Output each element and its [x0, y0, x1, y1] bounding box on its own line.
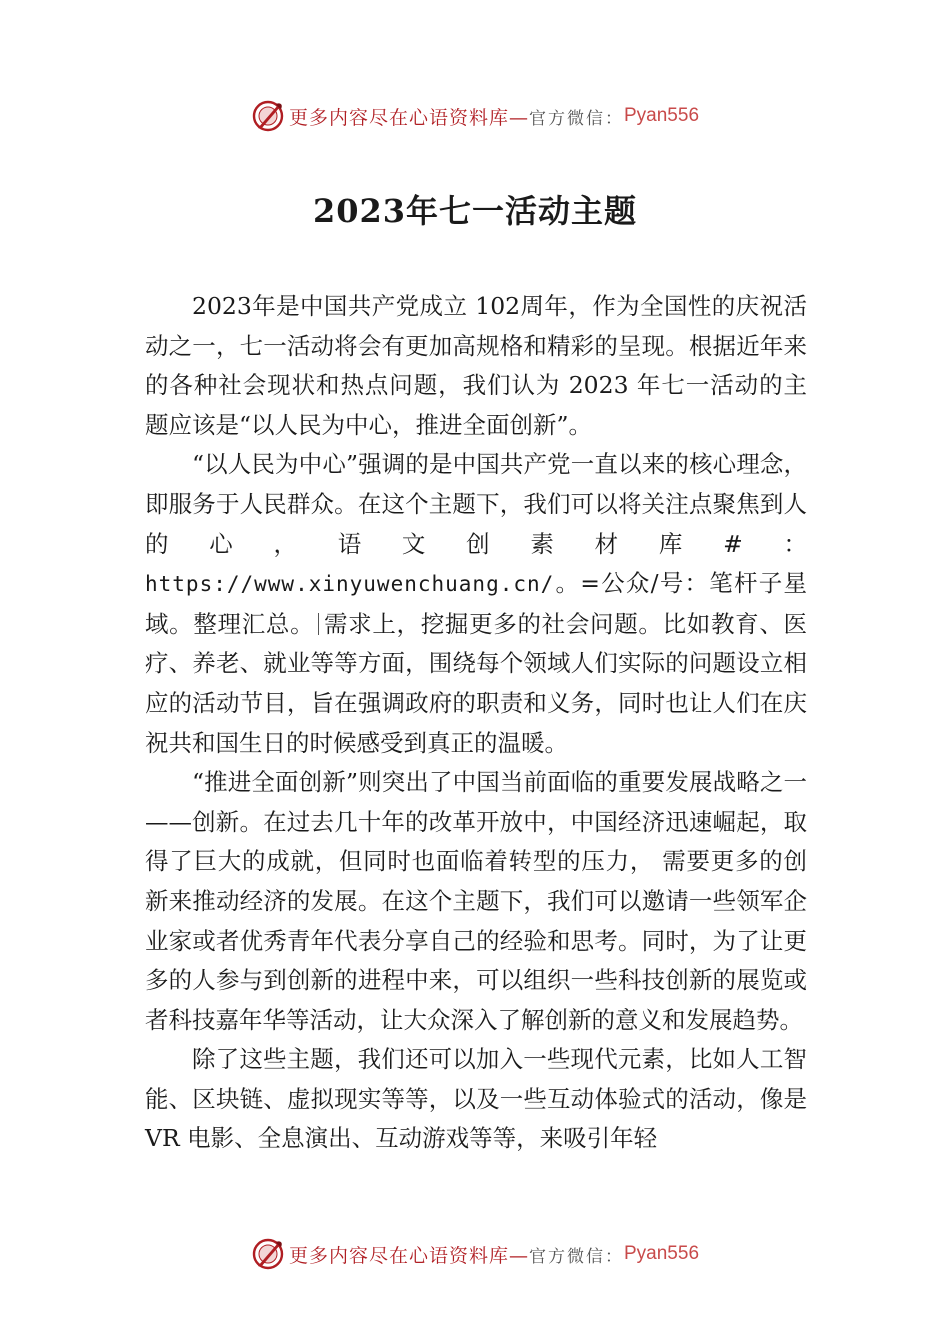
watermark-text: 更多内容尽在心语资料库— — [288, 106, 529, 129]
paragraph-2-intro: “以人民为中心”强调的是中国共产党一直以来的核心理念，即服务于人民群众。在这个主题下，我们可以将关注点聚焦到人的心，语文创素材库#： — [145, 450, 807, 558]
document-title: 2023年七一活动主题 — [312, 192, 638, 230]
watermark-wechat-label: 官方微信： — [529, 1246, 624, 1267]
quill-seal-icon — [251, 99, 285, 133]
paragraph-3: “推进全面创新”则突出了中国当前面临的重要发展战略之一——创新。在过去几十年的改革开放中，中国经济迅速崛起，取得了巨大的成就，但同时也面临着转型的压力， 需要更多的创新来推动经济的发展。在这个主题下，我们可以邀请一些领军企业家或者优秀青年代表分享自己的经验和思考。同时，为了让更多的人参与到创新的进程中来，可以组织一些科技创新的展览或者科技嘉年华等活动，让大众深入了解创新的意义和发展趋势。 — [145, 768, 807, 1034]
quill-seal-icon — [251, 1237, 285, 1271]
source-url: https://www.xinyuwenchuang.cn/ — [145, 572, 555, 597]
watermark-text: 更多内容尽在心语资料库— — [288, 1244, 529, 1267]
paragraph-2 — [145, 445, 807, 763]
document-body — [145, 287, 807, 1159]
watermark-account: Pyan556 — [624, 105, 700, 126]
watermark-footer — [0, 1234, 950, 1274]
watermark-header — [0, 96, 950, 136]
paragraph-1: 2023年是中国共产党成立 102周年，作为全国性的庆祝活动之一，七一活动将会有更加高规格和精彩的呈现。根据近年来的各种社会现状和热点问题，我们认为 2023 年七一活动的主题应该是“以人民为中心，推进全面创新”。 — [145, 292, 807, 439]
text-cursor-mark — [318, 613, 319, 635]
watermark-wechat-label: 官方微信： — [529, 108, 624, 129]
paragraph-2-source-note: 。=公众/号：笔杆子星域。整理汇总。 — [145, 569, 807, 638]
paragraph-2-rest: 需求上，挖掘更多的社会问题。比如教育、医疗、养老、就业等等方面，围绕每个领域人们实际的问题设立相应的活动节目，旨在强调政府的职责和义务，同时也让人们在庆祝共和国生日的时候感受到真正的温暖。 — [145, 609, 807, 757]
watermark-account: Pyan556 — [624, 1243, 700, 1264]
paragraph-4: 除了这些主题，我们还可以加入一些现代元素，比如人工智能、区块链、虚拟现实等等，以及一些互动体验式的活动，像是 VR 电影、全息演出、互动游戏等等，来吸引年轻 — [145, 1045, 807, 1153]
